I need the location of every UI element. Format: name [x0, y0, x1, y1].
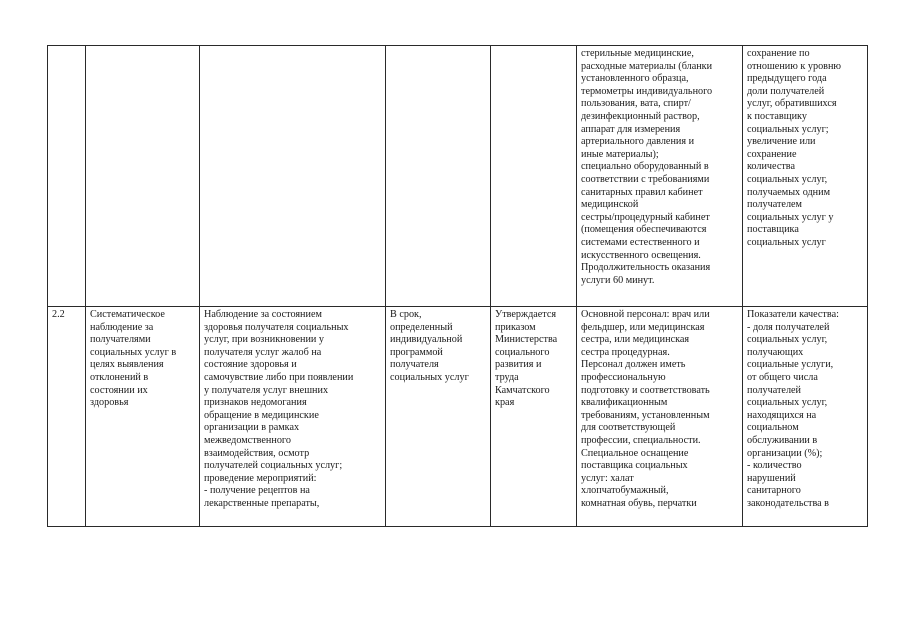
text-line: медицинской: [581, 199, 639, 211]
text-line: профессиональную: [581, 371, 666, 383]
text-line: количества: [747, 161, 795, 173]
text-line: профессии, специальности.: [581, 434, 701, 446]
text-line: услуги 60 минут.: [581, 274, 655, 286]
text-line: у получателя услуг внешних: [204, 384, 329, 396]
text-line: искусственного освещения.: [581, 249, 701, 261]
text-line: Персонал должен иметь: [581, 359, 686, 371]
text-line: термометры индивидуального: [581, 85, 713, 97]
cell-description: [200, 307, 386, 527]
cell-approval: [491, 307, 577, 527]
text-line: взаимодействия, осмотр: [204, 447, 310, 459]
text-line: получателями: [90, 334, 151, 346]
text-line: индивидуальной: [390, 334, 463, 346]
text-line: дезинфекционный раствор,: [581, 110, 700, 122]
text-line: социальных услуг: [747, 236, 826, 248]
text-line: сестры/процедурный кабинет: [581, 211, 710, 223]
text-line: для соответствующей: [581, 422, 676, 434]
text-line: соответствии с требованиями: [581, 173, 710, 185]
text-line: - доля получателей: [747, 321, 830, 333]
text-line: увеличение или: [747, 136, 816, 148]
text-line: Систематическое: [90, 309, 165, 320]
text-line: получателей: [747, 384, 802, 396]
text-line: находящихся на: [747, 409, 817, 421]
text-line: - количество: [747, 460, 802, 472]
text-line: социальных услуг,: [747, 334, 828, 346]
text-line: признаков недомогания: [204, 397, 307, 409]
text-line: целях выявления: [90, 359, 164, 371]
text-line: труда: [495, 371, 519, 383]
text-line: обращение в медицинские: [204, 409, 319, 421]
text-line: определенный: [390, 321, 453, 333]
text-line: сестра процедурная.: [581, 346, 670, 358]
text-line: сохранение по: [747, 48, 810, 59]
text-line: социальных услуг у: [747, 211, 834, 223]
text-line: обслуживании в: [747, 434, 818, 446]
cell-description: [200, 46, 386, 307]
text-line: - получение рецептов на: [204, 485, 310, 497]
text-line: здоровья получателя социальных: [204, 321, 349, 333]
text-line: фельдшер, или медицинская: [581, 321, 705, 333]
text-line: социальных услуг: [390, 371, 469, 383]
text-line: Камчатского: [495, 384, 550, 396]
text-line: В срок,: [390, 309, 422, 320]
text-line: к поставщику: [747, 110, 807, 122]
table-row: [48, 307, 868, 527]
cell-number: [48, 46, 86, 307]
text-line: доли получателей: [747, 85, 825, 97]
text-line: края: [495, 397, 515, 409]
text-line: стерильные медицинские,: [581, 48, 694, 59]
text-line: Утверждается: [495, 309, 557, 320]
text-line: Основной персонал: врач или: [581, 309, 710, 320]
text-line: аппарат для измерения: [581, 123, 681, 135]
text-line: организации (%);: [747, 447, 823, 459]
text-line: Специальное оснащение: [581, 447, 689, 459]
text-line: хлопчатобумажный,: [581, 485, 669, 497]
text-line: санитарных правил кабинет: [581, 186, 703, 198]
text-line: поставщика социальных: [581, 460, 688, 472]
text-line: Показатели качества:: [747, 309, 839, 320]
text-line: услуг: халат: [581, 472, 634, 484]
text-line: здоровья: [90, 397, 129, 409]
text-line: отношению к уровню: [747, 60, 842, 72]
text-line: получателя: [390, 359, 439, 371]
text-line: развития и: [495, 359, 542, 371]
text-line: социальных услуг,: [747, 173, 828, 185]
text-line: получаемых одним: [747, 186, 831, 198]
text-line: социальном: [747, 422, 799, 434]
text-line: сохранение: [747, 148, 797, 160]
text-line: сестра, или медицинская: [581, 334, 690, 346]
text-line: получателем: [747, 199, 802, 211]
text-line: лекарственные препараты,: [204, 497, 320, 509]
text-line: предыдущего года: [747, 73, 827, 85]
text-line: состояние здоровья и: [204, 359, 297, 371]
text-line: получателя услуг жалоб на: [204, 346, 322, 358]
text-line: иные материалы);: [581, 148, 659, 160]
text-line: услуг, обратившихся: [747, 98, 837, 110]
text-line: требованиям, установленным: [581, 409, 710, 421]
text-line: санитарного: [747, 485, 801, 497]
services-table: [47, 45, 868, 527]
text-line: подготовку и соответствовать: [581, 384, 710, 396]
text-line: социальных услуг в: [90, 346, 177, 358]
text-line: проведение мероприятий:: [204, 472, 317, 484]
text-line: пользования, вата, спирт/: [581, 98, 691, 110]
text-line: программой: [390, 346, 443, 358]
text-line: самочувствие либо при появлении: [204, 371, 354, 383]
cell-deadline: [386, 46, 491, 307]
text-line: состоянии их: [90, 384, 148, 396]
text-line: системами естественного и: [581, 236, 700, 248]
text-line: поставщика: [747, 224, 799, 236]
text-line: установленного образца,: [581, 73, 689, 85]
text-line: межведомственного: [204, 434, 291, 446]
text-line: организации в рамках: [204, 422, 300, 434]
text-line: социальных услуг;: [747, 123, 829, 135]
text-line: комнатная обувь, перчатки: [581, 497, 697, 509]
text-line: артериального давления и: [581, 136, 695, 148]
text-line: социального: [495, 346, 550, 358]
text-line: законодательства в: [747, 497, 829, 509]
cell-approval: [491, 46, 577, 307]
cell-conditions: [577, 307, 743, 527]
cell-quality: [743, 307, 868, 527]
text-line: расходные материалы (бланки: [581, 60, 713, 72]
cell-number: 2.2: [48, 307, 86, 527]
cell-quality: [743, 46, 868, 307]
text-line: (помещения обеспечиваются: [581, 224, 707, 236]
text-line: отклонений в: [90, 371, 149, 383]
text-line: социальных услуг,: [747, 397, 828, 409]
text-line: социальные услуги,: [747, 359, 834, 371]
text-line: от общего числа: [747, 371, 818, 383]
cell-service-name: [86, 46, 200, 307]
text-line: нарушений: [747, 472, 796, 484]
text-line: квалификационным: [581, 397, 668, 409]
text-line: Продолжительность оказания: [581, 262, 711, 274]
cell-deadline: [386, 307, 491, 527]
text-line: получателей социальных услуг;: [204, 460, 343, 472]
text-line: услуг, при возникновении у: [204, 334, 324, 346]
text-line: приказом: [495, 321, 536, 333]
cell-service-name: [86, 307, 200, 527]
text-line: получающих: [747, 346, 804, 358]
table-row: [48, 46, 868, 307]
text-line: Министерства: [495, 334, 558, 346]
text-line: Наблюдение за состоянием: [204, 309, 322, 320]
text-line: наблюдение за: [90, 321, 154, 333]
text-line: специально оборудованный в: [581, 161, 709, 173]
cell-conditions: [577, 46, 743, 307]
